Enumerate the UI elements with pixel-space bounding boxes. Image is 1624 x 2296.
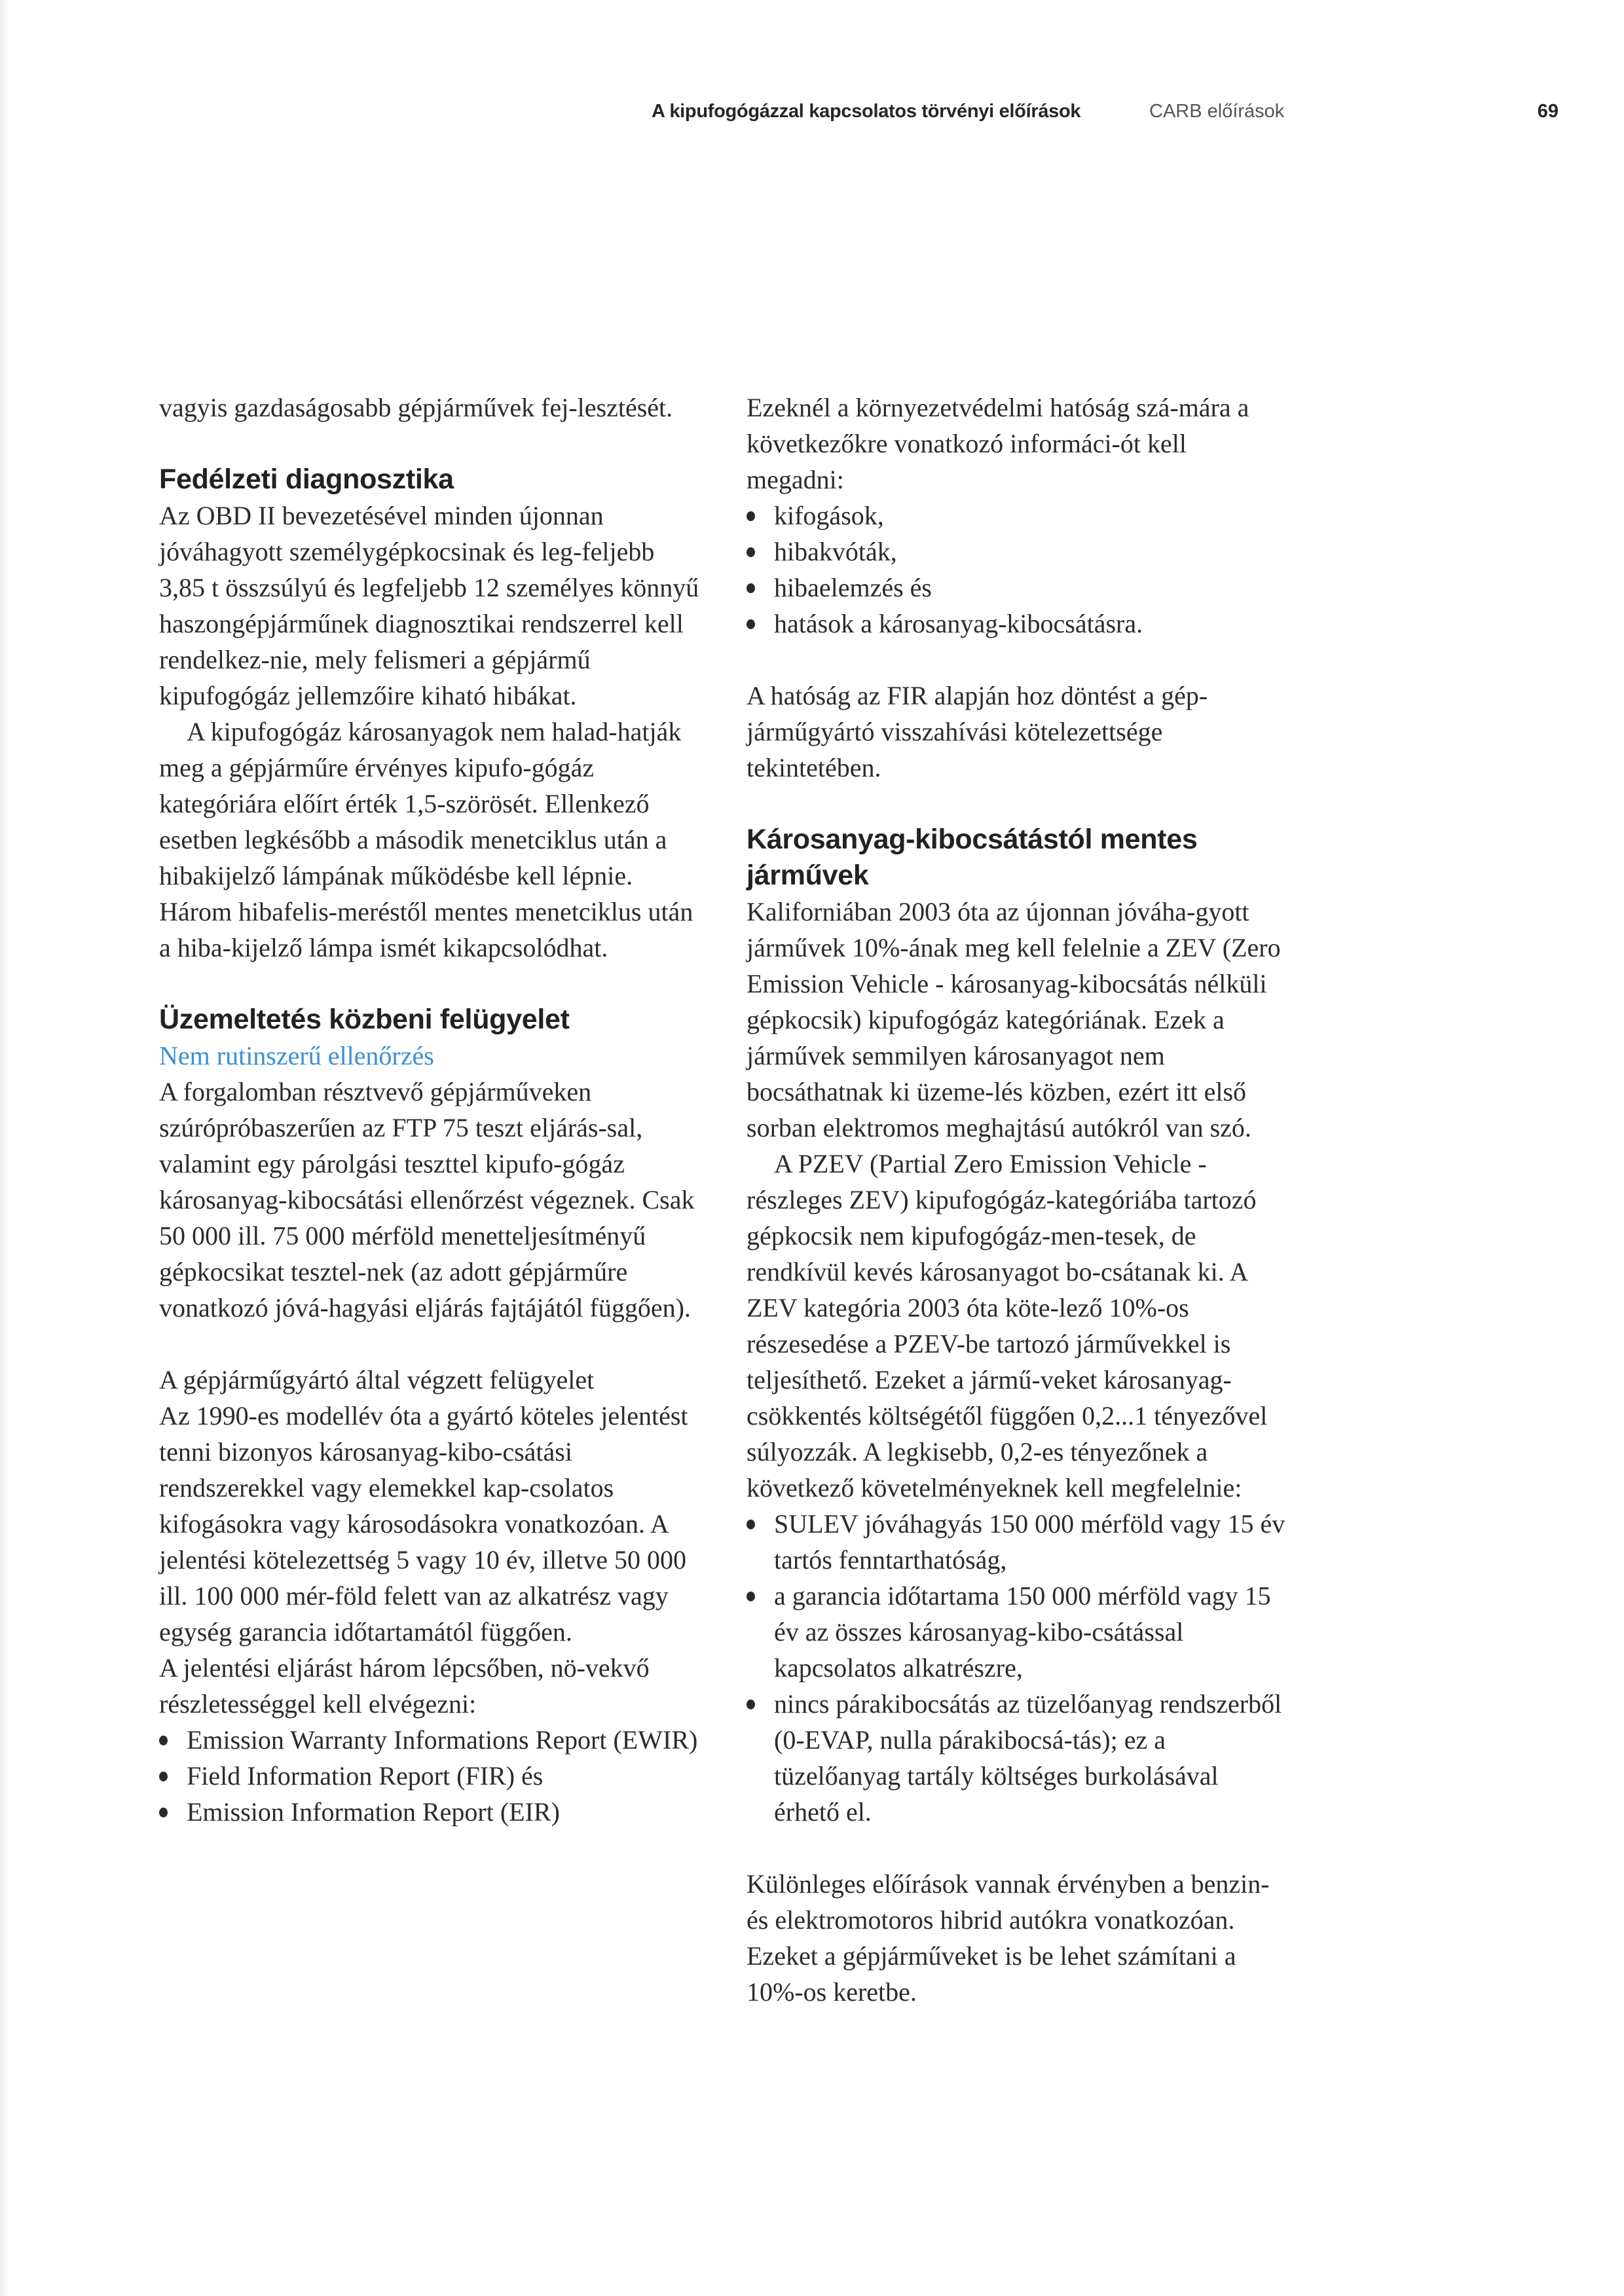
list-item: nincs párakibocsátás az tüzelőanyag rendszerből (0-EVAP, nulla párakibocsá-tás); ez a tüzelőanyag tartály költséges burkolásával érhető el. [747,1686,1290,1830]
fir-items-list [747,498,1290,642]
list-item: hibakvóták, [747,534,1290,570]
bullet-icon [747,1520,755,1529]
monitoring-paragraph-3: A jelentési eljárást három lépcsőben, nö-vekvő részletességgel kell elvégezni: [159,1653,650,1719]
bullet-icon [159,1772,168,1781]
spacer [747,642,1290,678]
fir-decision-paragraph: A hatóság az FIR alapján hoz döntést a gép-járműgyártó visszahívási kötelezettsége tekintetében. [747,681,1208,782]
bullet-icon [747,511,755,521]
bullet-icon [747,547,755,557]
intro-paragraph: vagyis gazdaságosabb gépjárművek fej-lesztését. [159,393,673,422]
section-title: CARB előírások [1149,101,1285,122]
right-column [747,390,1290,2010]
bullet-icon [747,583,755,593]
zev-paragraph-1: Kaliforniában 2003 óta az újonnan jóváha-gyott járművek 10%-ának meg kell felelnie a ZEV (Zero Emission Vehicle - károsanyag-kibocsátás nélküli gépkocsik) kipufogógáz kategóriának. Ezek a járművek semmilyen károsanyagot nem bocsáthatnak ki üzeme-lés közben, ezért itt első sorban elektromos meghajtású autókról van szó. [747,897,1281,1142]
monitoring-heading: Üzemeltetés közbeni felügyelet [159,1004,570,1035]
bullet-icon [159,1808,168,1817]
obd-heading: Fedélzeti diagnosztika [159,464,454,495]
list-item: Field Information Report (FIR) és [159,1758,703,1794]
scan-gutter [0,0,9,2296]
bullet-icon [747,1592,755,1601]
list-item: hibaelemzés és [747,570,1290,606]
list-item: a garancia időtartama 150 000 mérföld vagy 15 év az összes károsanyag-kibo-csátással kapcsolatos alkatrészre, [747,1578,1290,1686]
spacer [159,426,703,462]
zev-heading: Károsanyag-kibocsátástól mentes járművek [747,824,1198,891]
page-number: 69 [1537,101,1559,122]
chapter-title: A kipufogógázzal kapcsolatos törvényi előírások [652,101,1081,122]
pzev-requirements-list [747,1506,1290,1830]
bullet-icon [747,1700,755,1709]
obd-paragraph-2: A kipufogógáz károsanyagok nem halad-hatják meg a gépjárműre érvényes kipufo-gógáz kategóriára előírt érték 1,5-szörösét. Ellenkező esetben legkésőbb a második menetciklus után a hibakijelző lámpának működésbe kell lépnie. Három hibafelis-meréstől mentes menetciklus után a hiba-kijelző lámpa ismét kikapcsolódhat. [159,717,693,962]
spacer [159,1326,703,1362]
spacer [747,1830,1290,1866]
zev-paragraph-2: A PZEV (Partial Zero Emission Vehicle - részleges ZEV) kipufogógáz-kategóriába tartozó gépkocsik nem kipufogógáz-men-tesek, de rendkívül kevés károsanyagot bo-csátanak ki. A ZEV kategória 2003 óta köte-lező 10%-os részesedése a PZEV-be tartozó járművekkel is teljesíthető. Ezeket a jármű-veket károsanyag-csökkentés költségétől függően 0,2...1 tényezővel súlyozzák. A legkisebb, 0,2-es tényezőnek a következő követelményeknek kell megfelelnie: [747,1149,1268,1503]
fir-intro-paragraph: Ezeknél a környezetvédelmi hatóság szá-mára a következőkre vonatkozó informáci-ót kell megadni: [747,393,1249,494]
obd-paragraph-1: Az OBD II bevezetésével minden újonnan jóváhagyott személygépkocsinak és leg-feljebb 3,85 t összsúlyú és legfeljebb 12 személyes könnyű haszongépjárműnek diagnosztikai rendszerrel kell rendelkez-nie, mely felismeri a gépjármű kipufogógáz jellemzőire kiható hibákat. [159,501,699,710]
spacer [159,966,703,1002]
non-routine-check-subheading: Nem rutinszerű ellenőrzés [159,1041,434,1070]
list-item: Emission Warranty Informations Report (EWIR) [159,1722,703,1758]
monitoring-paragraph-2: Az 1990-es modellév óta a gyártó köteles jelentést tenni bizonyos károsanyag-kibo-csátási rendszerekkel vagy elemekkel kap-csolatos kifogásokra vagy károsodásokra vonatkozóan. A jelentési kötelezettség 5 vagy 10 év, illetve 50 000 ill. 100 000 mér-föld felett van az alkatrész vagy egység garancia időtartamától függően. [159,1401,688,1647]
spacer [747,786,1290,822]
list-item: Emission Information Report (EIR) [159,1794,703,1830]
list-item: hatások a károsanyag-kibocsátásra. [747,606,1290,642]
list-item: SULEV jóváhagyás 150 000 mérföld vagy 15 év tartós fenntarthatóság, [747,1506,1290,1578]
monitoring-paragraph-1: A forgalomban résztvevő gépjárműveken szúrópróbaszerűen az FTP 75 teszt eljárás-sal, valamint egy párolgási teszttel kipufo-gógáz károsanyag-kibocsátási ellenőrzést végeznek. Csak 50 000 ill. 75 000 mérföld menetteljesítményű gépkocsikat tesztel-nek (az adott gépjárműre vonatkozó jóvá-hagyási eljárás fajtájától függően). [159,1077,695,1322]
bullet-icon [747,619,755,629]
hybrid-note-paragraph: Különleges előírások vannak érvényben a benzin- és elektromotoros hibrid autókra vonatkozóan. Ezeket a gépjárműveket is be lehet számítani a 10%-os keretbe. [747,1869,1270,2007]
manufacturer-monitoring-title: A gépjárműgyártó által végzett felügyelet [159,1365,595,1394]
bullet-icon [159,1736,168,1745]
list-item: kifogások, [747,498,1290,534]
reports-list [159,1722,703,1830]
running-header [0,98,1624,124]
left-column [159,390,703,1830]
